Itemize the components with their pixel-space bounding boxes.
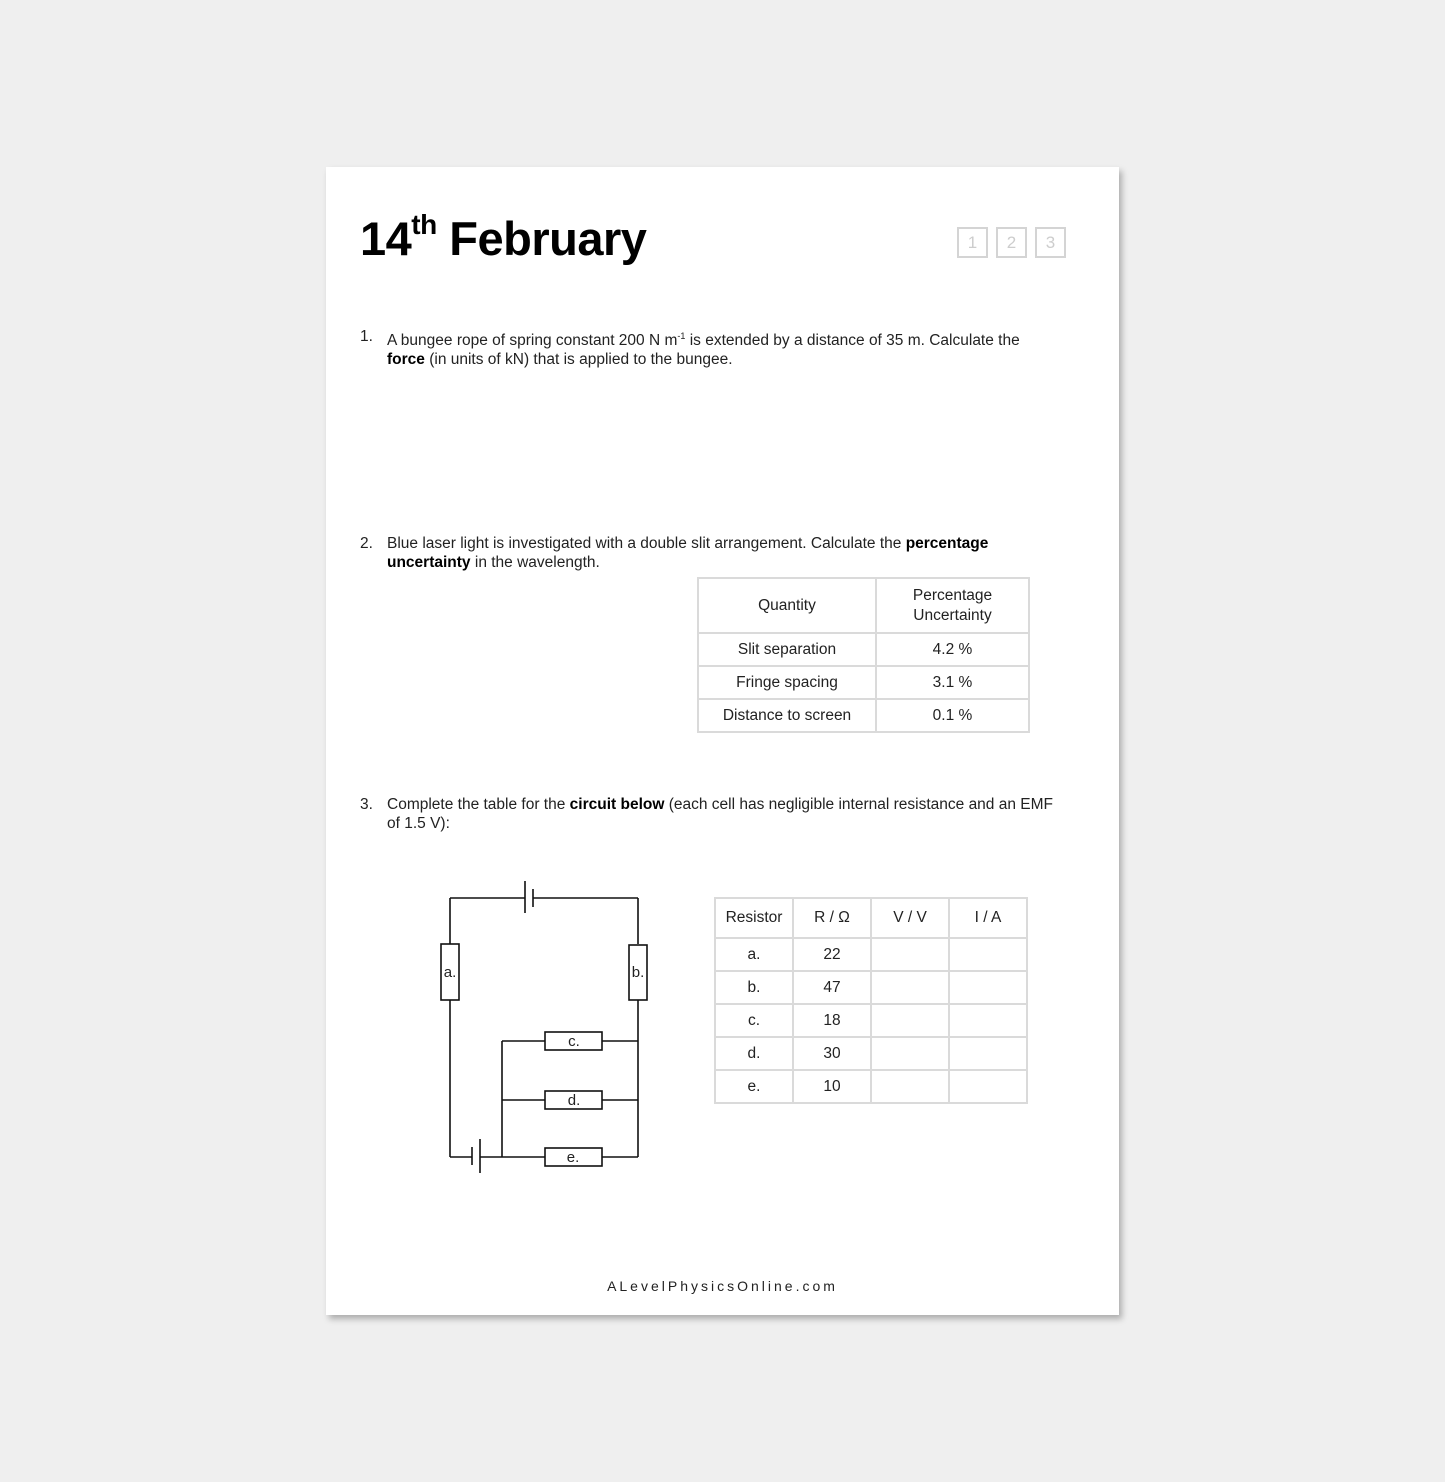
- footer-site-name: ALevelPhysicsOnline.com: [607, 1278, 838, 1294]
- table-row: c. 18: [715, 1004, 1027, 1037]
- answer-cell-current[interactable]: [949, 971, 1027, 1004]
- question-box-1[interactable]: 1: [957, 227, 988, 258]
- header-cell: R / Ω: [793, 898, 871, 938]
- question-text: Blue laser light is investigated with a double slit arrangement. Calculate the percentage uncertainty in the wavelength.: [387, 535, 989, 571]
- header-cell: Quantity: [698, 578, 876, 633]
- question-number: 1.: [360, 328, 373, 345]
- answer-cell-voltage[interactable]: [871, 1037, 949, 1070]
- table-row: a. 22: [715, 938, 1027, 971]
- table-row: Slit separation 4.2 %: [698, 633, 1029, 666]
- question-box-2[interactable]: 2: [996, 227, 1027, 258]
- table-header-row: [698, 578, 1029, 633]
- table-header-row: [715, 898, 1027, 938]
- resistor-d-label: d.: [567, 1092, 581, 1109]
- page-title: 14th February: [360, 209, 647, 265]
- resistor-table: [714, 897, 1028, 1104]
- answer-cell-voltage[interactable]: [871, 1004, 949, 1037]
- answer-cell-voltage[interactable]: [871, 971, 949, 1004]
- resistor-c-label: c.: [568, 1033, 580, 1050]
- resistor-b-label: b.: [631, 964, 645, 981]
- question-3: [360, 795, 1060, 833]
- table-row: b. 47: [715, 971, 1027, 1004]
- uncertainty-table: [697, 577, 1030, 733]
- worksheet-page: [326, 167, 1119, 1315]
- question-box-3[interactable]: 3: [1035, 227, 1066, 258]
- answer-cell-current[interactable]: [949, 1037, 1027, 1070]
- question-checkboxes: [957, 227, 1066, 258]
- answer-cell-voltage[interactable]: [871, 1070, 949, 1103]
- question-number: 3.: [360, 796, 373, 813]
- question-number: 2.: [360, 535, 373, 552]
- question-2: [360, 534, 1060, 572]
- header-cell: I / A: [949, 898, 1027, 938]
- table-row: Fringe spacing 3.1 %: [698, 666, 1029, 699]
- table-row: e. 10: [715, 1070, 1027, 1103]
- answer-cell-current[interactable]: [949, 1070, 1027, 1103]
- table-row: d. 30: [715, 1037, 1027, 1070]
- header-cell: Resistor: [715, 898, 793, 938]
- answer-cell-current[interactable]: [949, 938, 1027, 971]
- table-row: Distance to screen 0.1 %: [698, 699, 1029, 732]
- answer-cell-voltage[interactable]: [871, 938, 949, 971]
- answer-cell-current[interactable]: [949, 1004, 1027, 1037]
- question-text: Complete the table for the circuit below (each cell has negligible internal resistance and an EMF of 1.5 V):: [387, 796, 1053, 832]
- resistor-a-label: a.: [443, 964, 457, 981]
- header-cell: V / V: [871, 898, 949, 938]
- header-cell: Percentage Uncertainty: [876, 578, 1029, 633]
- question-1: [360, 327, 1060, 369]
- circuit-diagram: [426, 867, 666, 1187]
- resistor-e-label: e.: [566, 1149, 580, 1166]
- question-text: A bungee rope of spring constant 200 N $m^{-1}$ is extended by a distance of 35 m. Calculate the force (in units of kN) that is applied to the bungee.: [387, 331, 1020, 369]
